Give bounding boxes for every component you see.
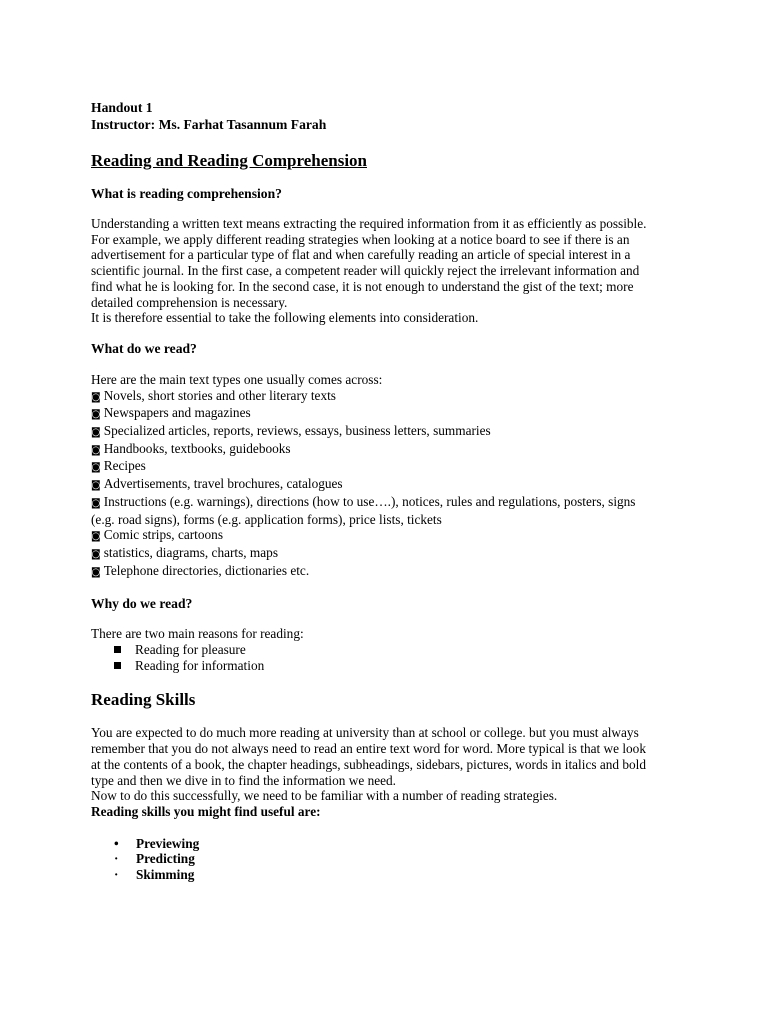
list-item: ◙ Newspapers and magazines: [91, 405, 251, 421]
handout-label: Handout 1: [91, 100, 153, 115]
paragraph-line: find what he is looking for. In the second case, it is not enough to understand the gist of the text; more: [91, 278, 634, 294]
paragraph-line: Now to do this successfully, we need to be familiar with a number of reading strategies.: [91, 788, 558, 804]
list-item: Reading for information: [114, 658, 671, 674]
bullet-icon: ◙: [91, 427, 101, 439]
reasons-intro: There are two main reasons for reading:: [91, 626, 304, 642]
instructor-line: Instructor: Ms. Farhat Tasannum Farah: [91, 117, 327, 132]
section-heading-comprehension: What is reading comprehension?: [91, 186, 282, 201]
section-heading-reading-skills: Reading Skills: [91, 690, 196, 710]
paragraph-line: scientific journal. In the first case, a competent reader will quickly reject the irrelevant information and: [91, 263, 640, 279]
bullet-icon: ◙: [91, 391, 101, 403]
skills-list: [114, 836, 671, 883]
paragraph-line: advertisement for a particular type of flat and when carefully reading an article of special interest in a: [91, 247, 631, 263]
bullet-icon: ·: [114, 867, 119, 883]
paragraph-line: Understanding a written text means extracting the required information from it as efficiently as possible.: [91, 216, 647, 231]
square-bullet-icon: [114, 662, 121, 669]
bullet-icon: ◙: [91, 566, 101, 578]
document-title: Reading and Reading Comprehension: [91, 151, 367, 170]
paragraph-line: detailed comprehension is necessary.: [91, 294, 288, 310]
list-item: ◙ Handbooks, textbooks, guidebooks: [91, 440, 291, 456]
list-item: • Previewing: [114, 835, 200, 851]
paragraph-line: type and then we dive in to find the information we need.: [91, 772, 397, 788]
document-page: [91, 99, 671, 883]
list-item: ◙ Novels, short stories and other literary texts: [91, 387, 336, 403]
bullet-icon: ◙: [91, 409, 101, 421]
list-item: ◙ Instructions (e.g. warnings), directions (how to use….), notices, rules and regulations, posters, signs: [91, 493, 636, 509]
bullet-icon: ◙: [91, 444, 101, 456]
bullet-icon: ◙: [91, 531, 101, 543]
list-item: ◙ Comic strips, cartoons: [91, 527, 223, 543]
skills-label: Reading skills you might find useful are:: [91, 803, 321, 819]
reasons-list: [114, 642, 671, 673]
list-item: ◙ statistics, diagrams, charts, maps: [91, 544, 279, 560]
bullet-icon: ◙: [91, 497, 101, 509]
bullet-icon: ◙: [91, 462, 101, 474]
list-item-continuation: (e.g. road signs), forms (e.g. application forms), price lists, tickets: [91, 511, 442, 527]
list-item: ◙ Specialized articles, reports, reviews, essays, business letters, summaries: [91, 423, 491, 439]
section-heading-what-we-read: What do we read?: [91, 340, 197, 356]
bullet-icon: •: [114, 835, 119, 851]
bullet-icon: ◙: [91, 480, 101, 492]
paragraph-line: at the contents of a book, the chapter headings, subheadings, sidebars, pictures, words in italics and bold: [91, 756, 647, 772]
list-item: · Skimming: [114, 867, 195, 883]
list-item: · Predicting: [114, 851, 195, 867]
list-item: ◙ Telephone directories, dictionaries etc.: [91, 562, 310, 578]
bullet-icon: ◙: [91, 548, 101, 560]
text-types-list: [91, 372, 671, 580]
paragraph-line: remember that you do not always need to read an entire text word for word. More typical is that we look: [91, 741, 646, 757]
section-heading-why-we-read: Why do we read?: [91, 596, 193, 612]
list-intro: Here are the main text types one usually comes across:: [91, 371, 383, 387]
bullet-icon: ·: [114, 851, 119, 867]
paragraph-comprehension: [91, 216, 671, 326]
paragraph-line: For example, we apply different reading strategies when looking at a notice board to see if there is an: [91, 231, 630, 247]
list-item: Reading for pleasure: [114, 642, 671, 658]
paragraph-reading-skills: [91, 725, 671, 819]
paragraph-line: You are expected to do much more reading at university than at school or college. but you must always: [91, 725, 639, 741]
list-item: ◙ Recipes: [91, 458, 146, 474]
paragraph-line: It is therefore essential to take the following elements into consideration.: [91, 310, 479, 326]
square-bullet-icon: [114, 646, 121, 653]
list-item: ◙ Advertisements, travel brochures, catalogues: [91, 476, 343, 492]
